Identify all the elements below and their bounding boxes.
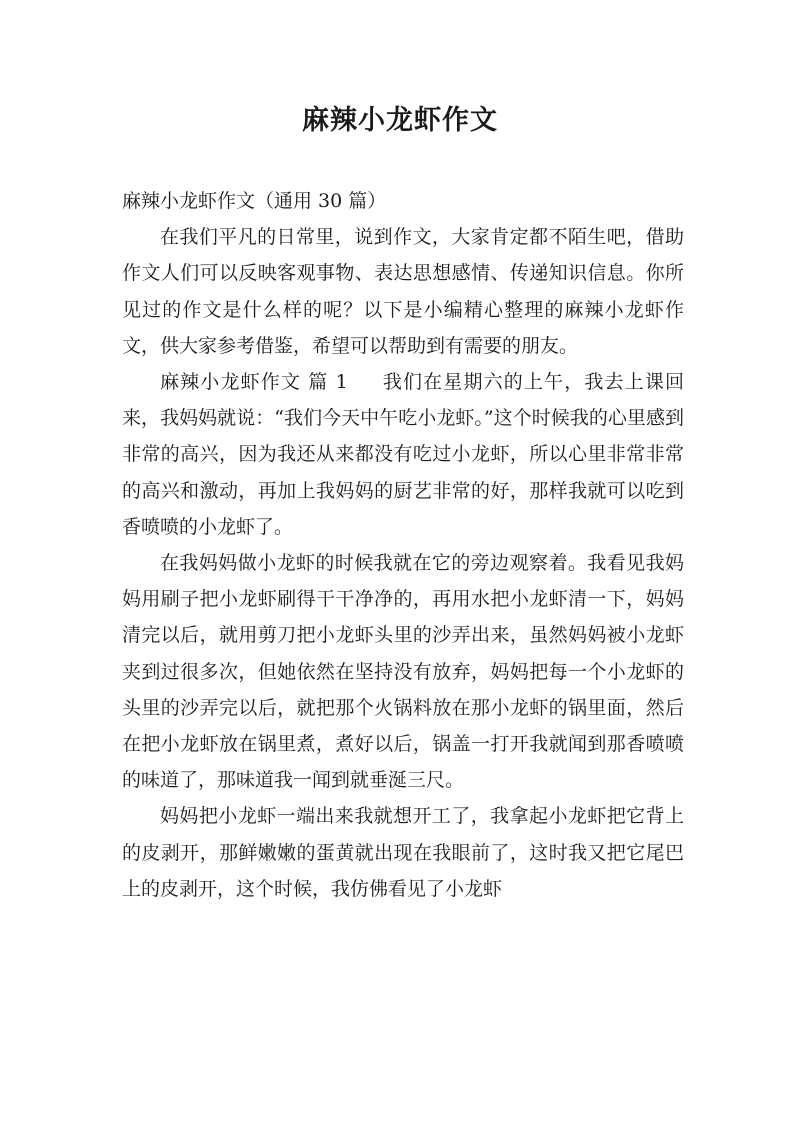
essay-1-paragraph-2: 在我妈妈做小龙虾的时候我就在它的旁边观察着。我看见我妈妈用刷子把小龙虾刷得干干净净的，再用水把小龙虾清一下，妈妈清完以后，就用剪刀把小龙虾头里的沙弄出来，虽然妈妈被小龙虾夹到过很多次，但她依然在坚持没有放弃，妈妈把每一个小龙虾的头里的沙弄完以后，就把那个火锅料放在那小龙虾的锅里面，然后在把小龙虾放在锅里煮，煮好以后，锅盖一打开我就闻到那香喷喷的味道了，那味道我一闻到就垂涎三尺。 <box>122 552 684 792</box>
document-subtitle: 麻辣小龙虾作文（通用 30 篇） <box>122 190 387 212</box>
essay-1-paragraph-1 <box>122 364 684 545</box>
essay-1-heading: 麻辣小龙虾作文 篇 1 <box>160 371 348 394</box>
essay-1-paragraph-3: 妈妈把小龙虾一端出来我就想开工了，我拿起小龙虾把它背上的皮剥开，那鲜嫩嫩的蛋黄就出现在我眼前了，这时我又把它尾巴上的皮剥开，这个时候，我仿佛看见了小龙虾 <box>122 805 684 900</box>
essay-1-paragraph-1-text: 我们在星期六的上午，我去上课回来，我妈妈就说：“我们今天中午吃小龙虾。”这个时候我的心里感到非常的高兴，因为我还从来都没有吃过小龙虾，所以心里非常非常的高兴和激动，再加上我妈妈的厨艺非常的好，那样我就可以吃到香喷喷的小龙虾了。 <box>122 371 684 538</box>
document-title: 麻辣小龙虾作文 <box>302 105 498 136</box>
intro-paragraph: 在我们平凡的日常里，说到作文，大家肯定都不陌生吧，借助作文人们可以反映客观事物、表达思想感情、传递知识信息。你所见过的作文是什么样的呢？以下是小编精心整理的麻辣小龙虾作文，供大家参考借鉴，希望可以帮助到有需要的朋友。 <box>122 226 684 357</box>
document-body <box>122 183 684 907</box>
